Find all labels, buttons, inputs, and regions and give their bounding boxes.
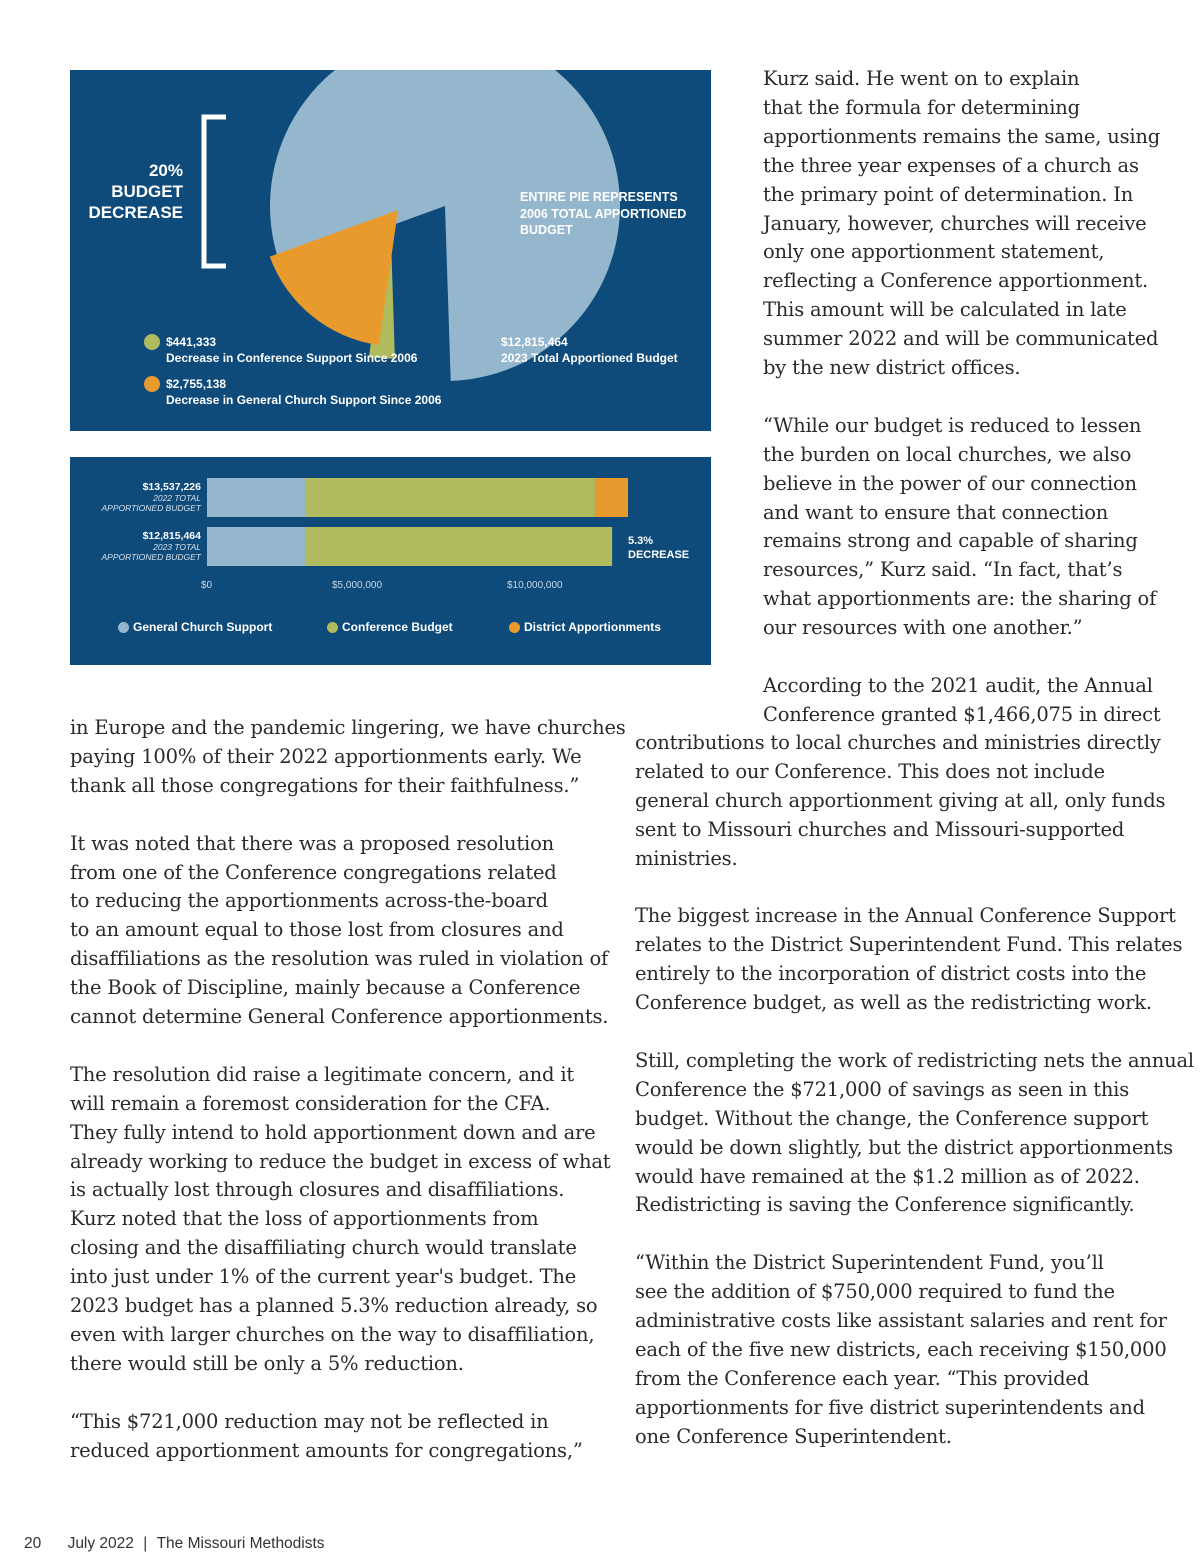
- row-label-2023: $12,815,464 2023 TOTAL APPORTIONED BUDGET: [101, 530, 201, 562]
- footer-date: July 2022: [67, 1535, 134, 1552]
- budget-decrease-bracket: [204, 117, 226, 266]
- bar-chart-panel: [70, 457, 711, 665]
- footer-publication: The Missouri Methodists: [156, 1535, 325, 1552]
- legend-swatch-district: [509, 622, 520, 633]
- legend-conference: Conference Budget: [342, 620, 453, 634]
- right-paragraph-3-continued: contributions to local churches and ministries directly related to our Conference. This does not include general church apportionment giving at all, only funds sent to Missouri churches and Missouri-supported ministries.: [635, 731, 1166, 870]
- right-paragraph-1: Kurz said. He went on to explain that the formula for determining apportionments remains the same, using the three year expenses of a church as the primary point of determination. In January, however, churches will receive only one apportionment statement, reflecting a Conference apportionment. This amount will be calculated in late summer 2022 and will be communicated by the new district offices.: [763, 67, 1161, 380]
- legend-swatch-2023-budget: [478, 334, 494, 350]
- legend-district: District Apportionments: [524, 620, 661, 634]
- right-paragraph-5: Still, completing the work of redistricting nets the annual Conference the $721,000 of savings as seen in this budget. Without the change, the Conference support would be down slightly, but the district apportionments would have remained at the $1.2 million as of 2022. Redistricting is saving the Conference significantly.: [635, 1048, 1194, 1217]
- left-paragraph-4: “This $721,000 reduction may not be reflected in reduced apportionment amounts for congregations,”: [70, 1409, 583, 1462]
- right-paragraph-3-start: According to the 2021 audit, the Annual Conference granted $1,466,075 in direct: [763, 674, 1161, 726]
- legend-swatch-conference-decrease: [144, 334, 160, 350]
- pie-chart-note: ENTIRE PIE REPRESENTS 2006 TOTAL APPORTIONED BUDGET: [520, 190, 687, 237]
- left-paragraph-3: The resolution did raise a legitimate concern, and it will remain a foremost consideration for the CFA. They fully intend to hold apportionment down and are already working to reduce the budget in excess of what is actually lost through closures and disaffiliations. Kurz noted that the loss of apportionments from closing and the disaffiliating church would translate into just under 1% of the current year's budget. The 2023 budget has a planned 5.3% reduction already, so even with larger churches on the way to disaffiliation, there would still be only a 5% reduction.: [70, 1062, 611, 1375]
- budget-decrease-label: 20% BUDGET DECREASE: [88, 161, 183, 222]
- tick-label-0: $0: [201, 580, 213, 591]
- tick-label-10m: $10,000,000: [507, 580, 563, 591]
- footer-separator: |: [143, 1535, 148, 1552]
- right-paragraph-6: “Within the District Superintendent Fund, you’ll see the addition of $750,000 required to fund the administrative costs like assistant salaries and rent for each of the five new districts, each receiving $150,000 from the Conference each year. “This provided apportionments for five district superintendents and one Conference Superintendent.: [635, 1251, 1167, 1448]
- legend-2023-budget: $12,815,464 2023 Total Apportioned Budget: [501, 335, 678, 365]
- bar-2022-general-church: [207, 478, 305, 517]
- right-paragraph-4: The biggest increase in the Annual Conference Support relates to the District Superintendent Fund. This relates entirely to the incorporation of district costs into the Conference budget, as well as the redistricting work.: [635, 904, 1183, 1015]
- pie-chart-panel: [70, 70, 711, 431]
- right-paragraph-2: “While our budget is reduced to lessen the burden on local churches, we also believe in the power of our connection and want to ensure that connection remains strong and capable of sharing resources,” Kurz said. “In fact, that’s what apportionments are: the sharing of our resources with one another.”: [763, 413, 1157, 640]
- legend-general-church-decrease: $2,755,138 Decrease in General Church Support Since 2006: [166, 377, 442, 407]
- bar-2023-general-church: [207, 527, 305, 566]
- page-number: 20: [24, 1535, 42, 1552]
- legend-swatch-conference: [327, 622, 338, 633]
- right-column-bottom: [635, 729, 1194, 1452]
- left-paragraph-1: in Europe and the pandemic lingering, we have churches paying 100% of their 2022 apportionments early. We thank all those congregations for their faithfulness.”: [70, 716, 626, 797]
- bar-2022-district: [595, 478, 628, 517]
- legend-swatch-general-church-decrease: [144, 376, 160, 392]
- decrease-label: 5.3% DECREASE: [628, 535, 690, 561]
- legend-general-church: General Church Support: [133, 620, 273, 634]
- legend-swatch-general-church: [118, 622, 129, 633]
- tick-label-5m: $5,000,000: [332, 580, 383, 591]
- row-label-2022: $13,537,226 2022 TOTAL APPORTIONED BUDGET: [101, 481, 201, 513]
- bar-2023-conference: [305, 527, 612, 566]
- left-paragraph-2: It was noted that there was a proposed resolution from one of the Conference congregations related to reducing the apportionments across-the-board to an amount equal to those lost from closures and disaffiliations as the resolution was ruled in violation of the Book of Discipline, mainly because a Conference cannot determine General Conference apportionments.: [70, 831, 609, 1029]
- legend-conference-decrease: $441,333 Decrease in Conference Support Since 2006: [166, 335, 418, 365]
- bar-2022-conference: [305, 478, 595, 517]
- page-footer: [24, 1535, 325, 1553]
- left-column: [70, 714, 626, 1466]
- right-column-top: [763, 65, 1163, 730]
